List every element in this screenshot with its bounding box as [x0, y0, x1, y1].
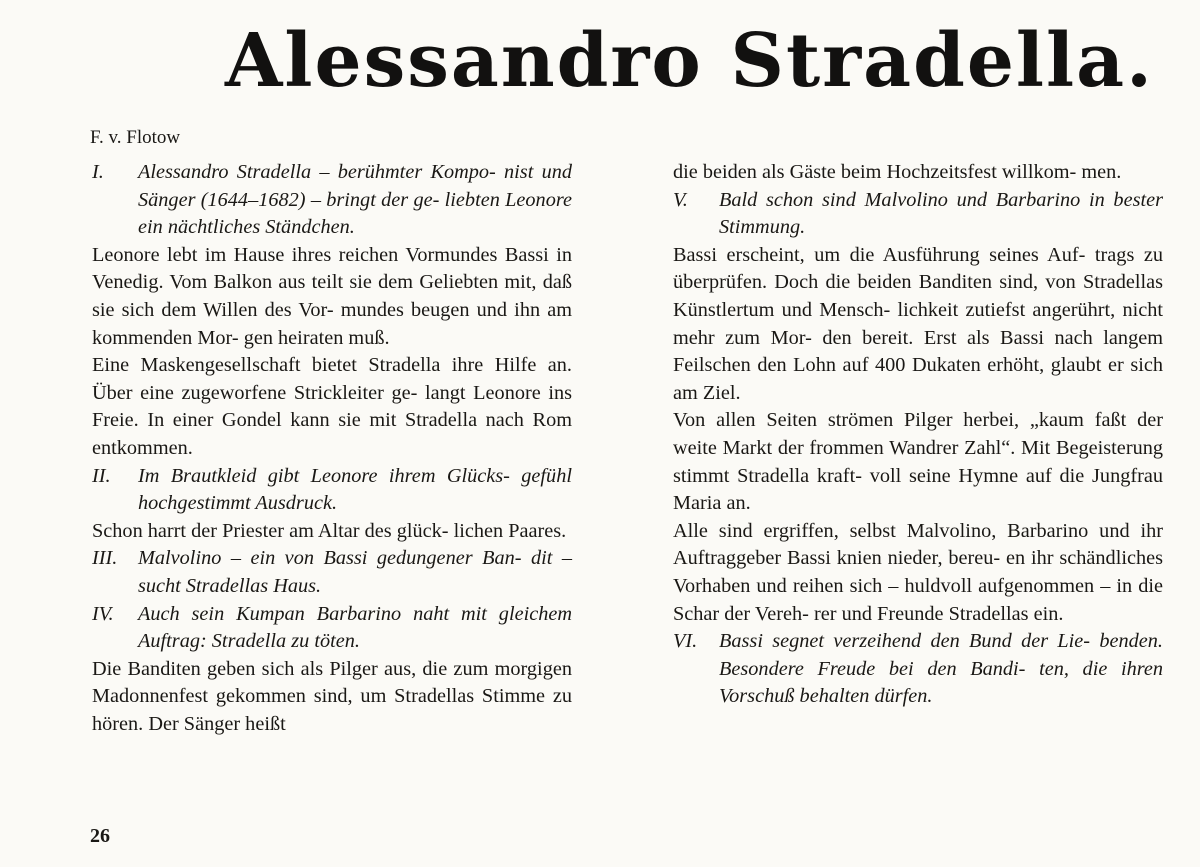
text-line: mit Stradella nach Rom entkommen. [92, 409, 572, 459]
act-number: III. [92, 547, 118, 570]
text-line: Geliebten mit, daß sie sich dem Willen des Vor- [92, 271, 572, 321]
text-line: Von allen Seiten strömen Pilger herbei, „kaum [673, 409, 1084, 432]
text-line: benden. Besondere Freude bei den Bandi- [719, 630, 1163, 680]
act-number: V. [673, 188, 688, 211]
text-line: Bald schon sind Malvolino und Barbarino [719, 188, 1081, 211]
text-line: in bester Stimmung. [719, 188, 1163, 239]
text-line: den Lohn auf 400 Dukaten erhöht, glaubt er sich [757, 354, 1163, 377]
act-6-summary [673, 628, 1163, 711]
act-3-summary [92, 545, 572, 600]
text-line: men. [1081, 161, 1122, 183]
page-number: 26 [90, 825, 110, 847]
act-number: I. [92, 161, 104, 183]
text-line: morgigen Madonnenfest gekommen sind, um [92, 657, 572, 708]
paragraph [92, 518, 572, 546]
paragraph [673, 518, 1163, 628]
composer-credit: F. v. Flotow [90, 127, 181, 148]
act-number: II. [92, 464, 111, 487]
text-line: gefühl hochgestimmt Ausdruck. [138, 464, 572, 515]
text-line: und ihr Auftraggeber Bassi knien nieder, bereu- [673, 519, 1164, 570]
text-line: den bereit. Erst als Bassi nach langem Feilschen [673, 326, 1163, 377]
text-line: Alessandro Stradella – berühmter Kompo- [138, 161, 496, 183]
text-line: huldvoll aufgenommen – in die Schar der Vereh- [673, 574, 1163, 625]
text-line: nist und Sänger (1644–1682) – bringt der ge- [138, 161, 572, 211]
text-line: voll seine Hymne auf die Jungfrau Maria an. [673, 464, 1163, 515]
act-2-summary [92, 463, 572, 518]
text-line: Hilfe an. Über eine zugeworfene Strickleiter ge- [92, 354, 572, 404]
paragraph [92, 242, 572, 352]
text-line: am Ziel. [673, 381, 741, 404]
text-line: gen heiraten muß. [243, 326, 390, 349]
text-line: Schon harrt der Priester am Altar des glück- [92, 519, 449, 542]
right-column [673, 159, 1163, 711]
left-column [92, 159, 572, 738]
text-line: Alle sind ergriffen, selbst Malvolino, Barbarino [673, 519, 1089, 542]
text-line: en ihr schändliches Vorhaben und reihen sich – [673, 547, 1163, 597]
act-1-summary [92, 159, 572, 242]
text-line: die beiden als Gäste beim Hochzeitsfest willkom- [673, 161, 1077, 183]
paragraph [673, 242, 1163, 408]
paragraph [673, 407, 1163, 517]
text-line: liebten Leonore ein nächtliches Ständchen. [138, 188, 572, 239]
text-line: Malvolino – ein von Bassi gedungener Ban- [138, 547, 522, 570]
text-line: dit – sucht Stradellas Haus. [138, 547, 572, 597]
text-line: ten, die ihren Vorschuß behalten dürfen. [719, 657, 1164, 708]
act-number: VI. [673, 630, 698, 653]
text-line: Zahl“. Mit Begeisterung stimmt Stradella kraft- [673, 436, 1163, 487]
text-line: lichkeit zutiefst angerührt, nicht mehr zum Mor- [673, 298, 1163, 349]
page-title: Alessandro Stradella. [225, 18, 1154, 104]
paragraph [92, 352, 572, 462]
text-line: langt Leonore ins Freie. In einer Gondel kann sie [92, 381, 572, 432]
text-line: rer und Freunde Stradellas ein. [813, 602, 1064, 625]
text-line: sind, von Stradellas Künstlertum und Mensch- [673, 271, 1164, 321]
text-line: trags zu überprüfen. Doch die beiden Banditen [673, 243, 1163, 294]
text-line: Im Brautkleid gibt Leonore ihrem Glücks- [138, 464, 510, 487]
text-line: Auch sein Kumpan Barbarino naht mit [138, 602, 487, 625]
text-line: lichen Paares. [453, 519, 567, 542]
text-line: gleichem Auftrag: Stradella zu töten. [138, 602, 572, 653]
text-line: Die Banditen geben sich als Pilger aus, die zum [92, 657, 489, 680]
text-line: Leonore lebt im Hause ihres reichen Vormundes [92, 243, 498, 266]
text-line: Bassi erscheint, um die Ausführung seines Auf- [673, 243, 1086, 266]
text-line: Bassi in Venedig. Vom Balkon aus teilt sie dem [92, 243, 572, 294]
text-line: Stradellas Stimme zu hören. Der Sänger heißt [92, 685, 572, 735]
text-line: Eine Maskengesellschaft bietet Stradella ihre [92, 354, 484, 377]
text-line: Bassi segnet verzeihend den Bund der Lie- [719, 630, 1091, 653]
act-4-summary [92, 601, 572, 656]
text-line: faßt der weite Markt der frommen Wandrer [673, 409, 1163, 459]
act-5-summary [673, 187, 1163, 242]
act-number: IV. [92, 602, 114, 625]
paragraph [92, 656, 572, 739]
paragraph [673, 159, 1163, 187]
text-line: mundes beugen und ihn am kommenden Mor- [92, 298, 572, 349]
